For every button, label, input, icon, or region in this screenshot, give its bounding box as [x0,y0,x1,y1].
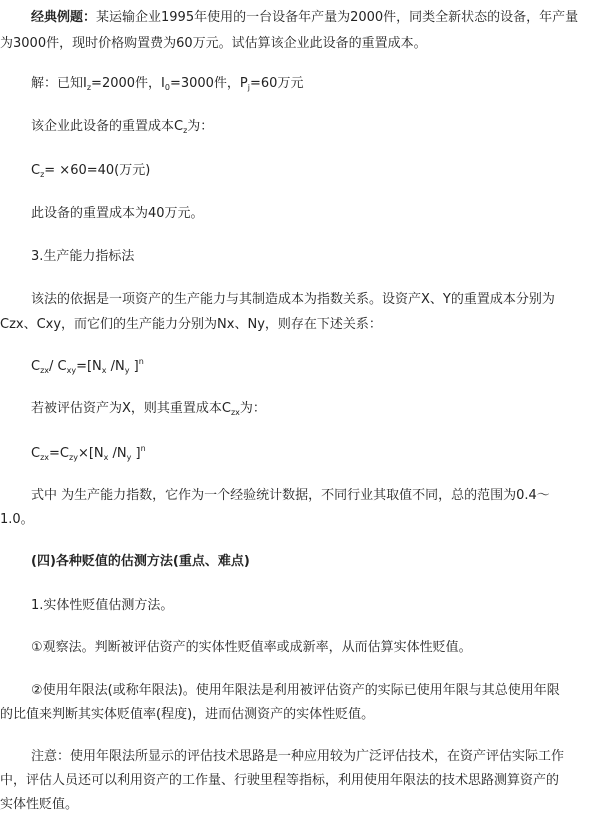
method3-title: 3.生产能力指标法 [31,249,135,264]
note-line-3: 实体性贬值。 [0,797,79,812]
method-observe: ①观察法。判断被评估资产的实体性贬值率或成新率，从而估算实体性贬值。 [31,640,472,655]
formula-note-line-2: 1.0。 [0,512,34,527]
solution-line: 解：已知$I_z=2000$件，$I_0=3000$件，$P_j=60$万元 [31,76,304,92]
cost-result: 此设备的重置成本为40万元。 [31,206,204,221]
formula-1: $C_{zx}/$ $C_{xy}=[N_x$ $/N_y$ ]$^n$ [31,357,144,375]
method-age-line-2: 的比值来判断其实体贬值率(程度)，进而估测资产的实体性贬值。 [0,707,375,722]
formula-2-intro: 若被评估资产为X，则其重置成本$C_{zx}$为： [31,401,266,417]
example-line-2: 为3000件，现时价格购置费为60万元。试估算该企业此设备的重置成本。 [0,36,427,51]
method3-para-line-2: Czx、Cxy，而它们的生产能力分别为Nx、Ny，则存在下述关系： [0,317,382,332]
section-4-heading: (四)各种贬值的估测方法(重点、难点) [31,554,250,569]
cost-formula: $C_z= \times 60=40$(万元) [31,163,151,179]
note-line-1: 注意：使用年限法所显示的评估技术思路是一种应用较为广泛评估技术，在资产评估实际工作 [31,749,565,764]
example-text: 某运输企业1995年使用的一台设备年产量为2000件，同类全新状态的设备，年产量 [96,10,579,25]
physical-depreciation-title: 1.实体性贬值估测方法。 [31,598,174,613]
method-age-line-1: ②使用年限法(或称年限法)。使用年限法是利用被评估资产的实际已使用年限与其总使用年限 [31,683,560,698]
example-line-1 [31,9,578,27]
example-label: 经典例题： [31,10,97,25]
formula-note-line-1: 式中 为生产能力指数，它作为一个经验统计数据，不同行业其取值不同，总的范围为0.4～ [31,488,550,503]
formula-2: $C_{zx}=C_{zy}\times[N_x$ $/N_y$ ]$^n$ [31,444,146,462]
cost-intro: 该企业此设备的重置成本$C_z$为： [31,119,214,135]
note-line-2: 中，评估人员还可以利用资产的工作量、行驶里程等指标，利用使用年限法的技术思路测算资产的 [0,773,560,788]
method3-para-line-1: 该法的依据是一项资产的生产能力与其制造成本为指数关系。设资产X、Y的重置成本分别为 [31,292,555,307]
